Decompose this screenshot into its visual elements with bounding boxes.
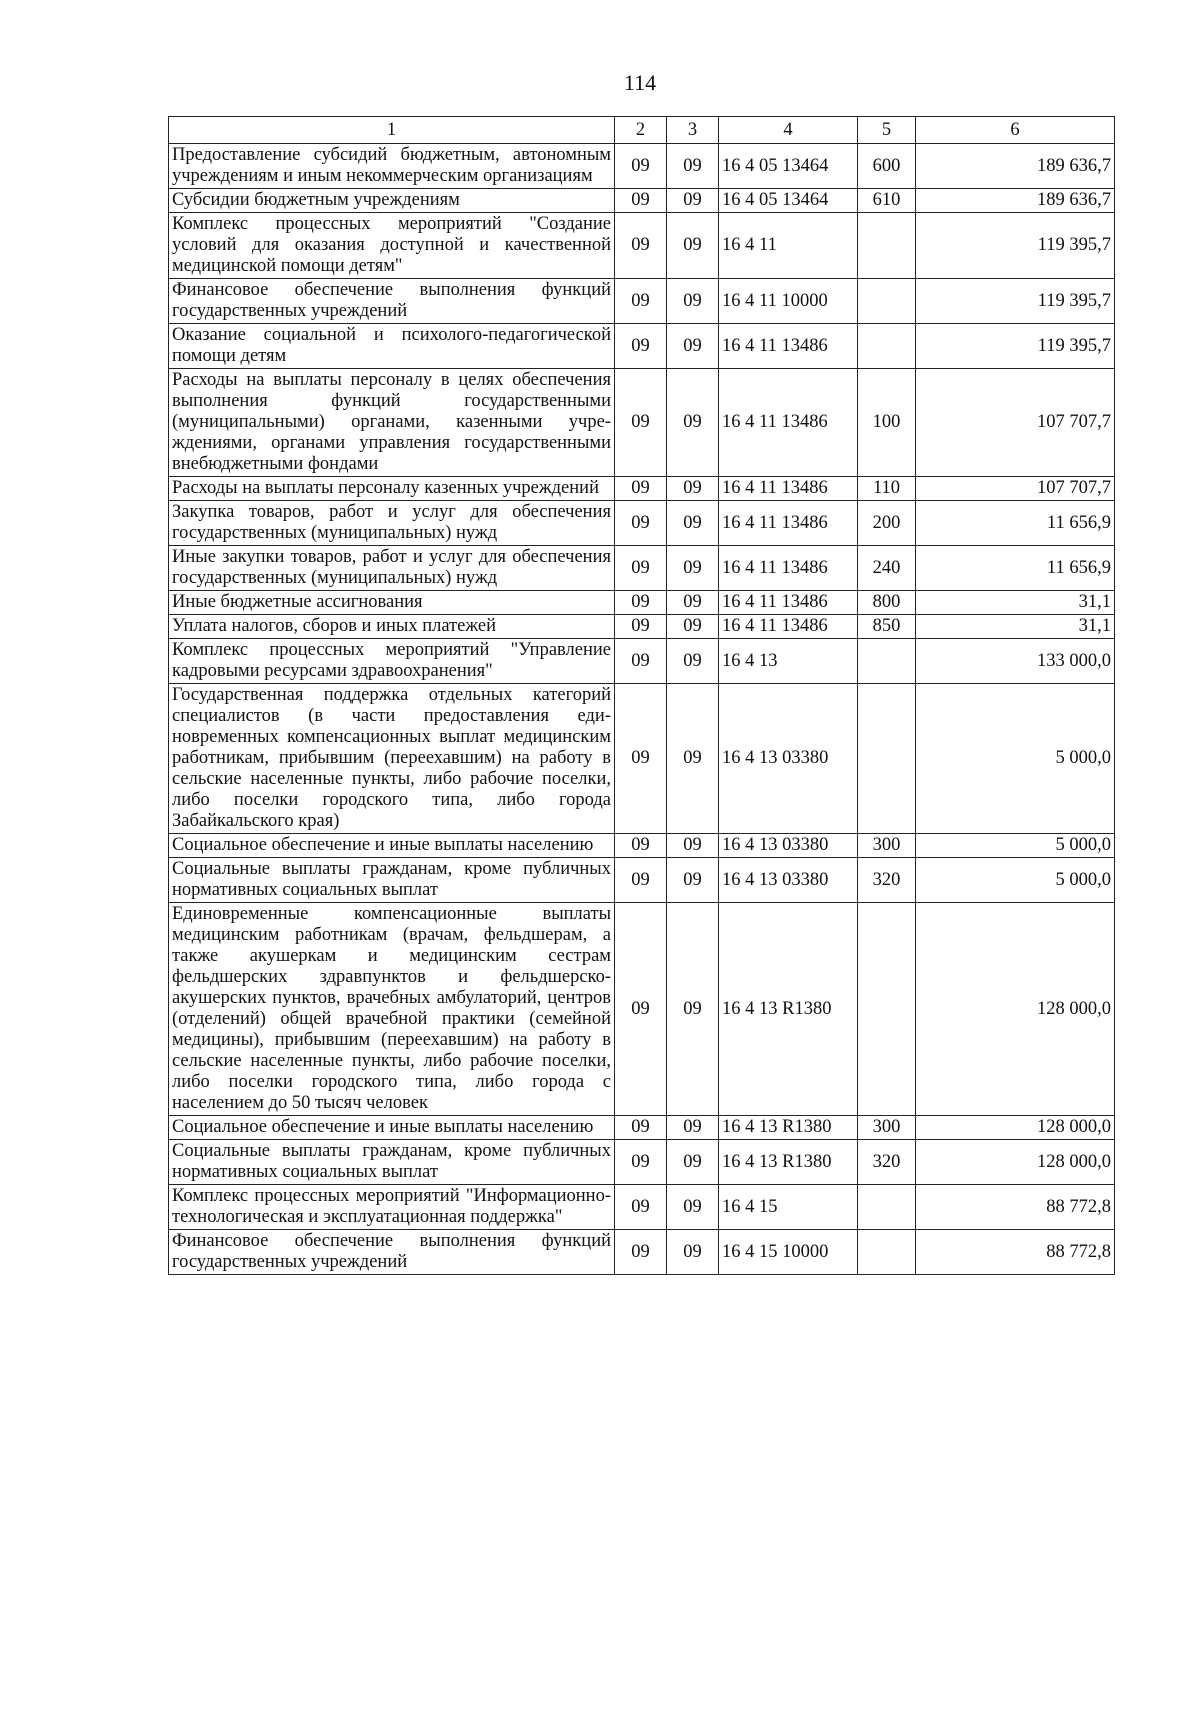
row-expense-type-cell [858, 213, 916, 279]
table-row [169, 324, 1115, 369]
table-row [169, 279, 1115, 324]
header-row [169, 117, 1115, 144]
row-subsection-cell: 09 [667, 477, 719, 501]
row-target-article-cell: 16 4 13 R1380 [719, 903, 858, 1116]
row-subsection-cell: 09 [667, 546, 719, 591]
header-col-2: 2 [615, 117, 667, 144]
row-section-cell: 09 [615, 324, 667, 369]
row-expense-type-cell [858, 639, 916, 684]
row-expense-type-cell: 300 [858, 834, 916, 858]
row-target-article-cell: 16 4 13 R1380 [719, 1116, 858, 1140]
row-amount-cell: 128 000,0 [916, 1116, 1115, 1140]
table-header [169, 117, 1115, 144]
row-amount-cell: 119 395,7 [916, 324, 1115, 369]
row-target-article-cell: 16 4 13 [719, 639, 858, 684]
row-name-cell: Иные бюджетные ассигнования [169, 591, 615, 615]
row-section-cell: 09 [615, 858, 667, 903]
row-subsection-cell: 09 [667, 189, 719, 213]
row-expense-type-cell: 110 [858, 477, 916, 501]
row-section-cell: 09 [615, 279, 667, 324]
header-col-3: 3 [667, 117, 719, 144]
row-subsection-cell: 09 [667, 1140, 719, 1185]
row-name-cell: Закупка товаров, работ и услуг для обеспечения государственных (муниципальных) нужд [169, 501, 615, 546]
row-target-article-cell: 16 4 13 R1380 [719, 1140, 858, 1185]
row-name-cell: Социальные выплаты гражданам, кроме публичных нормативных социальных выплат [169, 858, 615, 903]
row-name-cell: Социальное обеспечение и иные выплаты населению [169, 1116, 615, 1140]
row-subsection-cell: 09 [667, 324, 719, 369]
table-row [169, 591, 1115, 615]
row-amount-cell: 88 772,8 [916, 1185, 1115, 1230]
row-target-article-cell: 16 4 05 13464 [719, 189, 858, 213]
row-name-cell: Субсидии бюджетным учреждениям [169, 189, 615, 213]
row-target-article-cell: 16 4 11 [719, 213, 858, 279]
row-amount-cell: 119 395,7 [916, 279, 1115, 324]
row-expense-type-cell: 600 [858, 144, 916, 189]
row-subsection-cell: 09 [667, 615, 719, 639]
row-subsection-cell: 09 [667, 639, 719, 684]
row-expense-type-cell: 800 [858, 591, 916, 615]
row-target-article-cell: 16 4 11 13486 [719, 591, 858, 615]
row-name-cell: Расходы на выплаты персоналу в целях обеспечения выполнения функций государственными (муниципальными) органами, казенными учреждениями, органами управления государственными внебюджетными фондами [169, 369, 615, 477]
row-amount-cell: 189 636,7 [916, 144, 1115, 189]
row-expense-type-cell: 610 [858, 189, 916, 213]
table-row [169, 477, 1115, 501]
budget-table [168, 116, 1115, 1275]
row-subsection-cell: 09 [667, 1116, 719, 1140]
row-section-cell: 09 [615, 477, 667, 501]
row-amount-cell: 5 000,0 [916, 858, 1115, 903]
table-row [169, 501, 1115, 546]
row-subsection-cell: 09 [667, 144, 719, 189]
row-name-cell: Оказание социальной и психолого-педагогической помощи детям [169, 324, 615, 369]
row-subsection-cell: 09 [667, 1230, 719, 1275]
row-name-cell: Социальное обеспечение и иные выплаты населению [169, 834, 615, 858]
table-row [169, 684, 1115, 834]
row-name-cell: Предоставление субсидий бюджетным, автономным учреждениям и иным некоммерческим организациям [169, 144, 615, 189]
table-row [169, 639, 1115, 684]
row-target-article-cell: 16 4 11 13486 [719, 477, 858, 501]
row-expense-type-cell: 320 [858, 1140, 916, 1185]
row-subsection-cell: 09 [667, 279, 719, 324]
row-name-cell: Комплекс процессных мероприятий "Информационно-технологическая и эксплуатационная поддержка" [169, 1185, 615, 1230]
row-section-cell: 09 [615, 834, 667, 858]
row-expense-type-cell: 100 [858, 369, 916, 477]
row-expense-type-cell [858, 903, 916, 1116]
row-amount-cell: 5 000,0 [916, 684, 1115, 834]
row-target-article-cell: 16 4 15 [719, 1185, 858, 1230]
table-row [169, 903, 1115, 1116]
row-expense-type-cell [858, 324, 916, 369]
row-subsection-cell: 09 [667, 684, 719, 834]
row-name-cell: Финансовое обеспечение выполнения функций государственных учреждений [169, 279, 615, 324]
row-target-article-cell: 16 4 11 13486 [719, 324, 858, 369]
row-section-cell: 09 [615, 639, 667, 684]
row-section-cell: 09 [615, 615, 667, 639]
row-amount-cell: 88 772,8 [916, 1230, 1115, 1275]
header-col-6: 6 [916, 117, 1115, 144]
row-name-cell: Расходы на выплаты персоналу казенных учреждений [169, 477, 615, 501]
row-expense-type-cell: 300 [858, 1116, 916, 1140]
table-row [169, 834, 1115, 858]
row-section-cell: 09 [615, 546, 667, 591]
row-section-cell: 09 [615, 144, 667, 189]
row-section-cell: 09 [615, 684, 667, 834]
row-section-cell: 09 [615, 1230, 667, 1275]
table-row [169, 858, 1115, 903]
row-name-cell: Финансовое обеспечение выполнения функций государственных учреждений [169, 1230, 615, 1275]
row-target-article-cell: 16 4 05 13464 [719, 144, 858, 189]
table-row [169, 144, 1115, 189]
table-row [169, 1230, 1115, 1275]
row-target-article-cell: 16 4 11 13486 [719, 369, 858, 477]
header-col-4: 4 [719, 117, 858, 144]
row-expense-type-cell: 320 [858, 858, 916, 903]
header-col-1: 1 [169, 117, 615, 144]
row-section-cell: 09 [615, 369, 667, 477]
table-row [169, 1185, 1115, 1230]
row-amount-cell: 11 656,9 [916, 501, 1115, 546]
row-subsection-cell: 09 [667, 369, 719, 477]
row-amount-cell: 5 000,0 [916, 834, 1115, 858]
row-section-cell: 09 [615, 1185, 667, 1230]
row-target-article-cell: 16 4 13 03380 [719, 834, 858, 858]
row-section-cell: 09 [615, 189, 667, 213]
row-amount-cell: 31,1 [916, 615, 1115, 639]
row-target-article-cell: 16 4 11 13486 [719, 546, 858, 591]
row-name-cell: Комплекс процессных мероприятий "Создание условий для оказания доступной и качественной медицинской помощи детям" [169, 213, 615, 279]
row-amount-cell: 107 707,7 [916, 369, 1115, 477]
row-expense-type-cell: 850 [858, 615, 916, 639]
row-subsection-cell: 09 [667, 903, 719, 1116]
row-section-cell: 09 [615, 1140, 667, 1185]
row-subsection-cell: 09 [667, 1185, 719, 1230]
row-expense-type-cell [858, 684, 916, 834]
table-row [169, 369, 1115, 477]
row-amount-cell: 133 000,0 [916, 639, 1115, 684]
row-target-article-cell: 16 4 11 10000 [719, 279, 858, 324]
row-amount-cell: 128 000,0 [916, 903, 1115, 1116]
table-row [169, 1140, 1115, 1185]
row-amount-cell: 107 707,7 [916, 477, 1115, 501]
row-name-cell: Социальные выплаты гражданам, кроме публичных нормативных социальных выплат [169, 1140, 615, 1185]
row-amount-cell: 189 636,7 [916, 189, 1115, 213]
table-body [169, 144, 1115, 1275]
row-expense-type-cell [858, 1230, 916, 1275]
row-target-article-cell: 16 4 13 03380 [719, 684, 858, 834]
page-number: 114 [623, 70, 657, 95]
row-name-cell: Комплекс процессных мероприятий "Управление кадровыми ресурсами здравоохранения" [169, 639, 615, 684]
row-expense-type-cell [858, 1185, 916, 1230]
row-subsection-cell: 09 [667, 591, 719, 615]
row-name-cell: Государственная поддержка отдельных категорий специалистов (в части предоставления единовременных компенсационных выплат медицинским работникам, прибывшим (переехавшим) на работу в сельские населенные пункты, либо рабочие поселки, либо поселки городского типа, либо города Забайкальского края) [169, 684, 615, 834]
row-subsection-cell: 09 [667, 213, 719, 279]
row-expense-type-cell: 240 [858, 546, 916, 591]
row-amount-cell: 119 395,7 [916, 213, 1115, 279]
row-target-article-cell: 16 4 13 03380 [719, 858, 858, 903]
row-subsection-cell: 09 [667, 858, 719, 903]
header-col-5: 5 [858, 117, 916, 144]
row-subsection-cell: 09 [667, 834, 719, 858]
row-target-article-cell: 16 4 15 10000 [719, 1230, 858, 1275]
row-section-cell: 09 [615, 591, 667, 615]
row-target-article-cell: 16 4 11 13486 [719, 501, 858, 546]
row-section-cell: 09 [615, 1116, 667, 1140]
row-expense-type-cell: 200 [858, 501, 916, 546]
row-name-cell: Уплата налогов, сборов и иных платежей [169, 615, 615, 639]
row-subsection-cell: 09 [667, 501, 719, 546]
row-amount-cell: 11 656,9 [916, 546, 1115, 591]
table-row [169, 189, 1115, 213]
row-expense-type-cell [858, 279, 916, 324]
row-section-cell: 09 [615, 501, 667, 546]
row-section-cell: 09 [615, 213, 667, 279]
row-amount-cell: 128 000,0 [916, 1140, 1115, 1185]
row-name-cell: Иные закупки товаров, работ и услуг для обеспечения государственных (муниципальных) нужд [169, 546, 615, 591]
row-target-article-cell: 16 4 11 13486 [719, 615, 858, 639]
table-row [169, 213, 1115, 279]
row-section-cell: 09 [615, 903, 667, 1116]
table-row [169, 546, 1115, 591]
row-amount-cell: 31,1 [916, 591, 1115, 615]
table-row [169, 615, 1115, 639]
row-name-cell: Единовременные компенсационные выплаты медицинским работникам (врачам, фельдшерам, а также акушеркам и медицинским сестрам фельдшерских здравпунктов и фельдшерско-акушерских пунктов, врачебных амбулаторий, центров (отделений) общей врачебной практики (семейной медицины), прибывшим (переехавшим) на работу в сельские населенные пункты, либо рабочие поселки, либо поселки городского типа, либо города с населением до 50 тысяч человек [169, 903, 615, 1116]
table-row [169, 1116, 1115, 1140]
